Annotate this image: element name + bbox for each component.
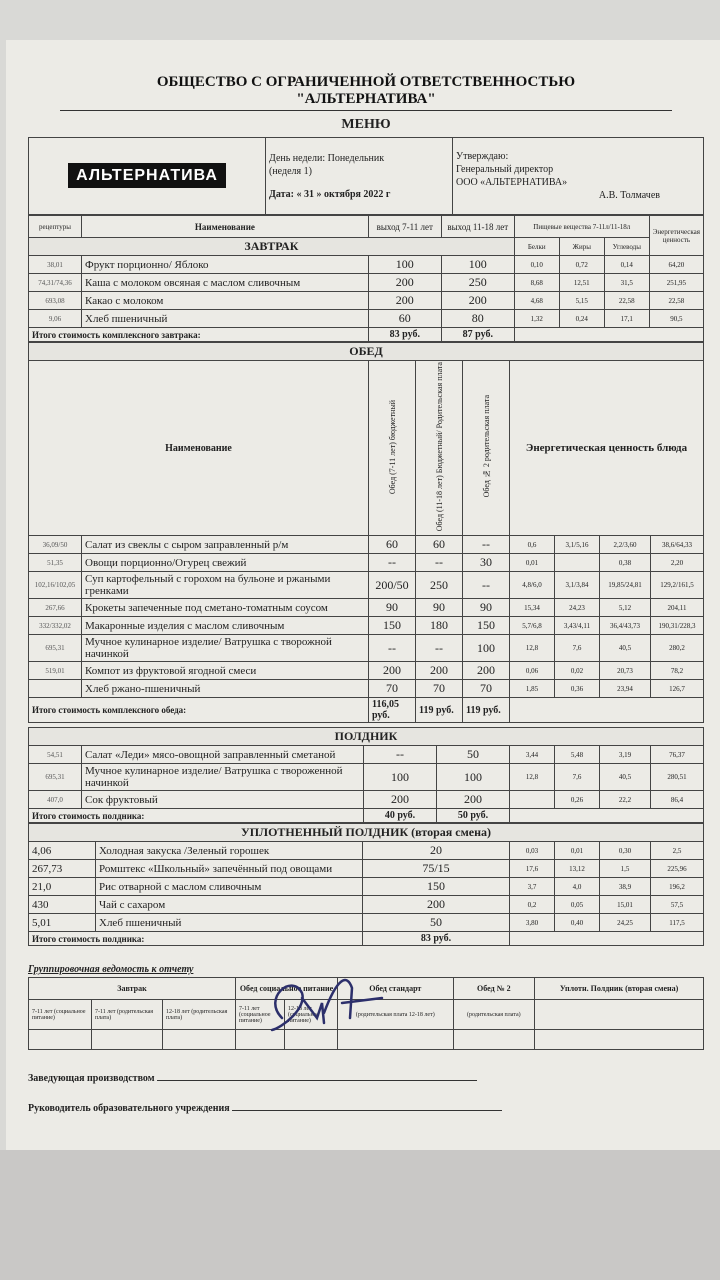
table-row xyxy=(29,554,704,572)
signature xyxy=(262,968,402,1038)
portion-lunch-2: 60 xyxy=(416,536,463,554)
recipe-code: 5,01 xyxy=(29,914,96,932)
dish-name: Холодная закуска /Зеленый горошек xyxy=(96,842,363,860)
table-row xyxy=(29,617,704,635)
recipe-code: 38,01 xyxy=(29,256,82,274)
col-carb: Углеводы xyxy=(604,238,649,256)
energy-value: 22,58 xyxy=(649,292,703,310)
breakfast-total-2: 87 руб. xyxy=(441,328,514,342)
dish-name: Фрукт порционно/ Яблоко xyxy=(82,256,369,274)
lunch-col-2: Обед (11-18 лет) Бюджетный/ Родительская плата xyxy=(434,362,444,532)
portion: 200 xyxy=(363,896,510,914)
portion-7-11: 100 xyxy=(368,256,441,274)
portion-lunch-3: 90 xyxy=(463,599,510,617)
summary-sub-7: (родительская плата) xyxy=(453,1000,535,1030)
weekday: День недели: Понедельник xyxy=(269,152,385,164)
recipe-code: 695,31 xyxy=(29,635,82,662)
recipe-code: 21,0 xyxy=(29,878,96,896)
date-cell xyxy=(266,138,453,215)
col-protein: Белки xyxy=(514,238,559,256)
energy-value: 251,95 xyxy=(649,274,703,292)
table-row xyxy=(29,842,704,860)
fat-value: 0,40 xyxy=(555,914,600,932)
dish-name: Макаронные изделия с маслом сливочным xyxy=(82,617,369,635)
fat-value: 12,51 xyxy=(559,274,604,292)
protein-value: 0,10 xyxy=(514,256,559,274)
table-row xyxy=(29,274,704,292)
portion-11-18: 200 xyxy=(441,292,514,310)
energy-value: 64,20 xyxy=(649,256,703,274)
recipe-code: 54,51 xyxy=(29,746,82,764)
portion-lunch-3: -- xyxy=(463,572,510,599)
week-number: (неделя 1) xyxy=(269,165,312,177)
protein-value: 0,03 xyxy=(510,842,555,860)
carb-value: 5,12 xyxy=(600,599,651,617)
carb-value: 23,94 xyxy=(600,680,651,698)
table-row xyxy=(29,256,704,274)
portion-lunch-3: -- xyxy=(463,536,510,554)
recipe-code: 332/332,02 xyxy=(29,617,82,635)
lunch-col-name: Наименование xyxy=(29,361,369,536)
energy-value: 86,4 xyxy=(651,791,704,809)
energy-value: 196,2 xyxy=(651,878,704,896)
portion: 150 xyxy=(363,878,510,896)
portion-lunch-3: 70 xyxy=(463,680,510,698)
carb-value: 20,73 xyxy=(600,662,651,680)
table-row xyxy=(29,572,704,599)
menu-document xyxy=(28,74,704,1114)
table-row xyxy=(29,680,704,698)
summary-sub-5: 12-18 лет (социальное питание) xyxy=(285,1000,338,1030)
org-name-line1: ОБЩЕСТВО С ОГРАНИЧЕННОЙ ОТВЕТСТВЕННОСТЬЮ xyxy=(156,74,576,90)
portion-11-18: 100 xyxy=(441,256,514,274)
snack2-total-label: Итого стоимость полдника: xyxy=(29,932,363,946)
protein-value xyxy=(510,791,555,809)
portion: 50 xyxy=(363,914,510,932)
fat-value: 4,0 xyxy=(555,878,600,896)
carb-value: 1,5 xyxy=(600,860,651,878)
carb-value: 38,9 xyxy=(600,878,651,896)
carb-value: 40,5 xyxy=(600,635,651,662)
protein-value: 5,7/6,8 xyxy=(510,617,555,635)
recipe-code: 9,06 xyxy=(29,310,82,328)
dish-name: Салат из свеклы с сыром заправленный р/м xyxy=(82,536,369,554)
energy-value: 2,20 xyxy=(651,554,704,572)
energy-value: 38,6/64,33 xyxy=(651,536,704,554)
recipe-code: 695,31 xyxy=(29,764,82,791)
snack-total-1: 40 руб. xyxy=(364,809,437,823)
summary-snack: Уплотн. Полдник (вторая смена) xyxy=(535,978,704,1000)
carb-value: 0,30 xyxy=(600,842,651,860)
fat-value: 0,26 xyxy=(555,791,600,809)
table-row xyxy=(29,878,704,896)
protein-value: 0,01 xyxy=(510,554,555,572)
portion-7-11: 200 xyxy=(368,292,441,310)
snack-total-2: 50 руб. xyxy=(437,809,510,823)
summary-sub-4: 7-11 лет (социальное питание) xyxy=(236,1000,285,1030)
fat-value: 0,01 xyxy=(555,842,600,860)
recipe-code xyxy=(29,680,82,698)
recipe-code: 267,73 xyxy=(29,860,96,878)
protein-value: 12,8 xyxy=(510,635,555,662)
portion: 20 xyxy=(363,842,510,860)
energy-value: 57,5 xyxy=(651,896,704,914)
protein-value: 17,6 xyxy=(510,860,555,878)
portion-7-11: -- xyxy=(364,746,437,764)
col-out1: выход 7-11 лет xyxy=(368,216,441,238)
table-row xyxy=(29,764,704,791)
summary-sub-1: 7-11 лет (социальное питание) xyxy=(29,1000,92,1030)
table-row xyxy=(29,635,704,662)
portion-7-11: 200 xyxy=(364,791,437,809)
breakfast-table xyxy=(28,215,704,342)
portion-lunch-1: 70 xyxy=(369,680,416,698)
fat-value: 0,02 xyxy=(555,662,600,680)
recipe-code: 693,08 xyxy=(29,292,82,310)
portion-lunch-1: 90 xyxy=(369,599,416,617)
fat-value: 0,72 xyxy=(559,256,604,274)
fat-value: 0,05 xyxy=(555,896,600,914)
dish-name: Салат «Леди» мясо-овощной заправленный сметаной xyxy=(82,746,364,764)
lunch-col-1: Обед (7-11 лет) бюджетный xyxy=(387,399,397,494)
lunch-title: ОБЕД xyxy=(29,343,704,361)
desk-background xyxy=(0,1150,720,1280)
dish-name: Ромштекс «Школьный» запечённый под овощами xyxy=(96,860,363,878)
head-label: Руководитель образовательного учреждения xyxy=(28,1103,230,1115)
footer-head xyxy=(28,1100,704,1114)
protein-value: 3,80 xyxy=(510,914,555,932)
table-row xyxy=(29,791,704,809)
breakfast-rows xyxy=(29,256,704,328)
portion-lunch-3: 150 xyxy=(463,617,510,635)
footer-manager xyxy=(28,1070,704,1084)
carb-value: 36,4/43,73 xyxy=(600,617,651,635)
fat-value: 13,12 xyxy=(555,860,600,878)
portion-lunch-2: 200 xyxy=(416,662,463,680)
protein-value: 12,8 xyxy=(510,764,555,791)
energy-value: 225,96 xyxy=(651,860,704,878)
carb-value: 22,2 xyxy=(600,791,651,809)
portion-lunch-2: -- xyxy=(416,635,463,662)
carb-value: 19,85/24,81 xyxy=(600,572,651,599)
lunch-total-label: Итого стоимость комплексного обеда: xyxy=(29,698,369,723)
col-energy: Энергетическая ценность xyxy=(649,216,703,256)
carb-value: 22,58 xyxy=(604,292,649,310)
energy-value: 2,5 xyxy=(651,842,704,860)
dish-name: Сок фруктовый xyxy=(82,791,364,809)
fat-value: 7,6 xyxy=(555,635,600,662)
energy-value: 76,37 xyxy=(651,746,704,764)
fat-value: 7,6 xyxy=(555,764,600,791)
protein-value: 1,32 xyxy=(514,310,559,328)
energy-value: 129,2/161,5 xyxy=(651,572,704,599)
portion-7-11: 60 xyxy=(368,310,441,328)
dish-name: Хлеб пшеничный xyxy=(82,310,369,328)
portion-lunch-1: -- xyxy=(369,554,416,572)
protein-value: 8,68 xyxy=(514,274,559,292)
summary-sub-6: (родительская плата 12-18 лет) xyxy=(338,1000,454,1030)
table-row xyxy=(29,599,704,617)
portion-11-18: 80 xyxy=(441,310,514,328)
dish-name: Компот из фруктовой ягодной смеси xyxy=(82,662,369,680)
dish-name: Какао с молоком xyxy=(82,292,369,310)
col-fat: Жиры xyxy=(559,238,604,256)
portion-lunch-2: 70 xyxy=(416,680,463,698)
fat-value: 5,48 xyxy=(555,746,600,764)
table-row xyxy=(29,914,704,932)
protein-value: 0,06 xyxy=(510,662,555,680)
dish-name: Рис отварной с маслом сливочным xyxy=(96,878,363,896)
snack-title: ПОЛДНИК xyxy=(29,728,704,746)
protein-value: 3,7 xyxy=(510,878,555,896)
energy-value: 78,2 xyxy=(651,662,704,680)
energy-value: 90,5 xyxy=(649,310,703,328)
portion-lunch-2: 250 xyxy=(416,572,463,599)
dish-name: Овощи порционно/Огурец свежий xyxy=(82,554,369,572)
lunch-col-energy: Энергетическая ценность блюда xyxy=(510,361,704,536)
manager-label: Заведующая производством xyxy=(28,1073,155,1085)
recipe-code: 4,06 xyxy=(29,842,96,860)
energy-value: 117,5 xyxy=(651,914,704,932)
carb-value: 15,01 xyxy=(600,896,651,914)
lunch-total-2: 119 руб. xyxy=(416,698,463,723)
portion-lunch-3: 30 xyxy=(463,554,510,572)
dish-name: Хлеб пшеничный xyxy=(96,914,363,932)
lunch-col-3: Обед № 2 родительская плата xyxy=(481,395,491,498)
energy-value: 204,11 xyxy=(651,599,704,617)
portion-7-11: 200 xyxy=(368,274,441,292)
portion: 75/15 xyxy=(363,860,510,878)
snack-total-label: Итого стоимость полдника: xyxy=(29,809,364,823)
carb-value: 3,19 xyxy=(600,746,651,764)
recipe-code: 519,01 xyxy=(29,662,82,680)
carb-value: 31,5 xyxy=(604,274,649,292)
snack2-total: 83 руб. xyxy=(363,932,510,946)
protein-value: 4,8/6,0 xyxy=(510,572,555,599)
org-name-line2: "АЛЬТЕРНАТИВА" xyxy=(296,91,436,107)
portion-lunch-2: 180 xyxy=(416,617,463,635)
fat-value: 3,1/3,84 xyxy=(555,572,600,599)
protein-value: 1,85 xyxy=(510,680,555,698)
carb-value: 40,5 xyxy=(600,764,651,791)
company-logo xyxy=(68,167,226,185)
menu-date: Дата: « 31 » октября 2022 г xyxy=(269,188,391,200)
portion-lunch-1: 60 xyxy=(369,536,416,554)
recipe-code: 74,31/74,36 xyxy=(29,274,82,292)
recipe-code: 36,09/50 xyxy=(29,536,82,554)
portion-lunch-2: 90 xyxy=(416,599,463,617)
recipe-code: 407,0 xyxy=(29,791,82,809)
energy-value: 126,7 xyxy=(651,680,704,698)
dish-name: Мучное кулинарное изделие/ Ватрушка с твороженной начинкой xyxy=(82,764,364,791)
recipe-code: 430 xyxy=(29,896,96,914)
portion-lunch-1: 200 xyxy=(369,662,416,680)
recipe-code: 102,16/102,05 xyxy=(29,572,82,599)
snack2-title: УПЛОТНЕННЫЙ ПОЛДНИК (вторая смена) xyxy=(29,824,704,842)
portion-11-18: 250 xyxy=(441,274,514,292)
lunch-table xyxy=(28,342,704,723)
fat-value: 5,15 xyxy=(559,292,604,310)
col-nutrients: Пищевые вещества 7-11л/11-18л xyxy=(514,216,649,238)
portion-lunch-3: 100 xyxy=(463,635,510,662)
fat-value xyxy=(555,554,600,572)
logo-cell xyxy=(29,138,266,215)
portion-lunch-1: 200/50 xyxy=(369,572,416,599)
energy-value: 280,2 xyxy=(651,635,704,662)
portion-11-18: 50 xyxy=(437,746,510,764)
carb-value: 17,1 xyxy=(604,310,649,328)
breakfast-total-label: Итого стоимость комплексного завтрака: xyxy=(29,328,369,342)
summary-lunch-std: Обед стандарт xyxy=(338,978,454,1000)
portion-7-11: 100 xyxy=(364,764,437,791)
header-table xyxy=(28,137,704,215)
protein-value: 15,34 xyxy=(510,599,555,617)
logo-text: АЛЬТЕРНАТИВА xyxy=(68,163,226,188)
energy-value: 280,51 xyxy=(651,764,704,791)
table-row xyxy=(29,292,704,310)
col-name: Наименование xyxy=(82,216,369,238)
protein-value: 0,6 xyxy=(510,536,555,554)
fat-value: 0,36 xyxy=(555,680,600,698)
portion-11-18: 100 xyxy=(437,764,510,791)
summary-sub-3: 12-18 лет (родительская плата) xyxy=(163,1000,236,1030)
page-title: МЕНЮ xyxy=(341,117,391,132)
carb-value: 0,38 xyxy=(600,554,651,572)
summary-lunch2: Обед № 2 xyxy=(453,978,535,1000)
recipe-code: 267,66 xyxy=(29,599,82,617)
energy-value: 190,31/228,3 xyxy=(651,617,704,635)
dish-name: Хлеб ржано-пшеничный xyxy=(82,680,369,698)
table-row xyxy=(29,746,704,764)
portion-lunch-1: 150 xyxy=(369,617,416,635)
director-org: ООО «АЛЬТЕРНАТИВА» xyxy=(456,177,568,188)
director-role: Генеральный директор xyxy=(456,164,554,175)
dish-name: Чай с сахаром xyxy=(96,896,363,914)
fat-value: 3,1/5,16 xyxy=(555,536,600,554)
dish-name: Каша с молоком овсяная с маслом сливочным xyxy=(82,274,369,292)
col-out2: выход 11-18 лет xyxy=(441,216,514,238)
lunch-total-3: 119 руб. xyxy=(463,698,510,723)
protein-value: 3,44 xyxy=(510,746,555,764)
lunch-total-1: 116,05 руб. xyxy=(369,698,416,723)
fat-value: 3,43/4,11 xyxy=(555,617,600,635)
protein-value: 0,2 xyxy=(510,896,555,914)
dish-name: Суп картофельный с горохом на бульоне и ржаными гренками xyxy=(82,572,369,599)
snack2-table xyxy=(28,823,704,946)
director-name: А.В. Толмачев xyxy=(598,190,660,201)
dish-name: Крокеты запеченные под сметано-томатным соусом xyxy=(82,599,369,617)
portion-lunch-2: -- xyxy=(416,554,463,572)
summary-breakfast: Завтрак xyxy=(29,978,236,1000)
table-row xyxy=(29,860,704,878)
portion-lunch-3: 200 xyxy=(463,662,510,680)
fat-value: 24,23 xyxy=(555,599,600,617)
approval-cell xyxy=(453,138,704,215)
table-row xyxy=(29,662,704,680)
carb-value: 24,25 xyxy=(600,914,651,932)
breakfast-total-1: 83 руб. xyxy=(368,328,441,342)
table-row xyxy=(29,310,704,328)
carb-value: 2,2/3,60 xyxy=(600,536,651,554)
carb-value: 0,14 xyxy=(604,256,649,274)
col-code: рецептуры xyxy=(29,216,82,238)
fat-value: 0,24 xyxy=(559,310,604,328)
dish-name: Мучное кулинарное изделие/ Ватрушка с творожной начинкой xyxy=(82,635,369,662)
table-row xyxy=(29,536,704,554)
recipe-code: 51,35 xyxy=(29,554,82,572)
portion-11-18: 200 xyxy=(437,791,510,809)
portion-lunch-1: -- xyxy=(369,635,416,662)
snack-table xyxy=(28,727,704,823)
summary-lunch-soc: Обед социальное питание xyxy=(236,978,338,1000)
table-row xyxy=(29,896,704,914)
approve-label: Утверждаю: xyxy=(456,151,509,162)
summary-sub-2: 7-11 лет (родительская плата) xyxy=(92,1000,163,1030)
summary-title: Группировочная ведомость к отчету xyxy=(28,964,194,976)
breakfast-title: ЗАВТРАК xyxy=(29,238,515,256)
protein-value: 4,68 xyxy=(514,292,559,310)
